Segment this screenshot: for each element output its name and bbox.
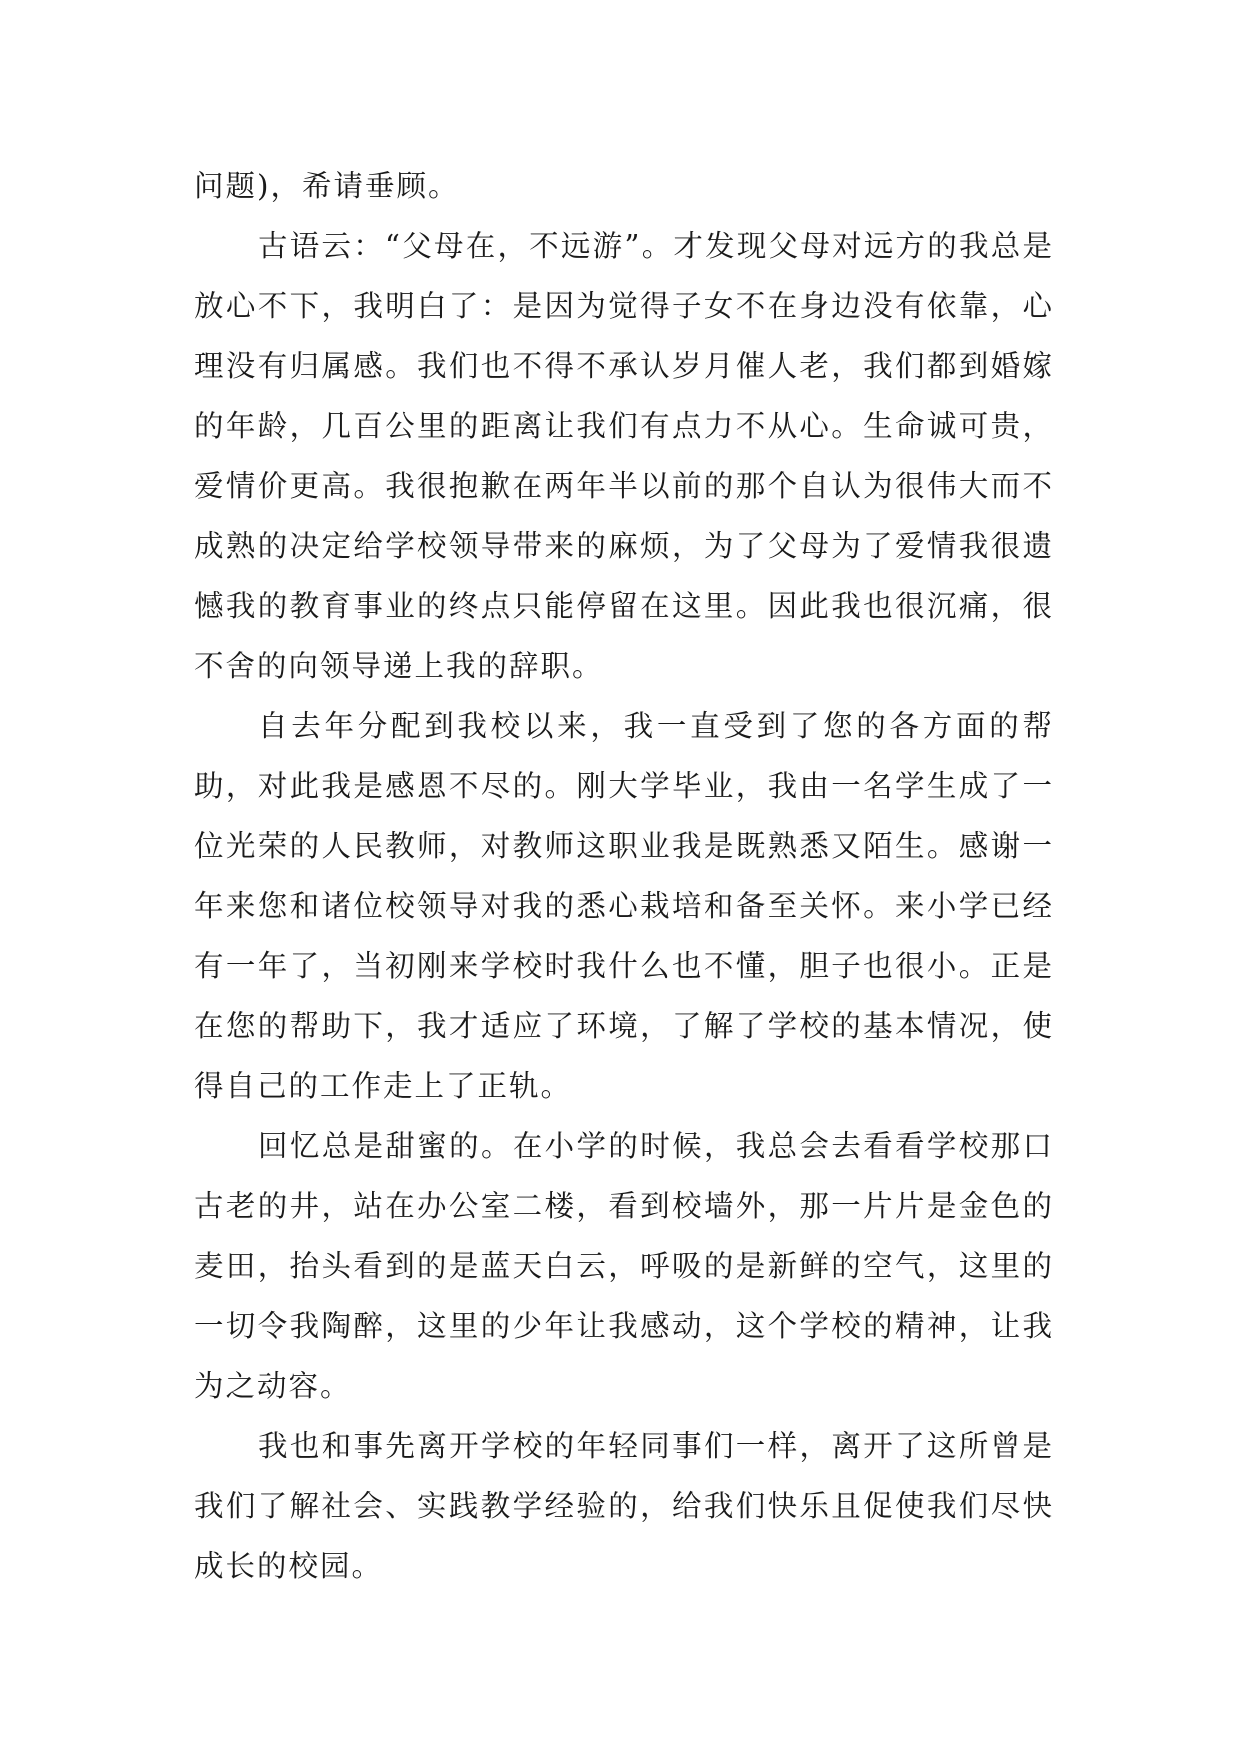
paragraph-2: 古语云：“父母在，不远游”。才发现父母对远方的我总是放心不下，我明白了：是因为觉得子女不在身边没有依靠，心理没有归属感。我们也不得不承认岁月催人老，我们都到婚嫁的年龄，几百公里的距离让我们有点力不从心。生命诚可贵，爱情价更高。我很抱歉在两年半以前的那个自认为很伟大而不成熟的决定给学校领导带来的麻烦，为了父母为了爱情我很遗憾我的教育事业的终点只能停留在这里。因此我也很沉痛，很不舍的向领导递上我的辞职。 [194,229,1054,683]
document-body [194,156,1054,1596]
paragraph-3: 自去年分配到我校以来，我一直受到了您的各方面的帮助，对此我是感恩不尽的。刚大学毕业，我由一名学生成了一位光荣的人民教师，对教师这职业我是既熟悉又陌生。感谢一年来您和诸位校领导对我的悉心栽培和备至关怀。来小学已经有一年了，当初刚来学校时我什么也不懂，胆子也很小。正是在您的帮助下，我才适应了环境，了解了学校的基本情况，使得自己的工作走上了正轨。 [194,709,1054,1103]
paragraph-4: 回忆总是甜蜜的。在小学的时候，我总会去看看学校那口古老的井，站在办公室二楼，看到校墙外，那一片片是金色的麦田，抬头看到的是蓝天白云，呼吸的是新鲜的空气，这里的一切令我陶醉，这里的少年让我感动，这个学校的精神，让我为之动容。 [194,1129,1054,1403]
paragraph-5: 我也和事先离开学校的年轻同事们一样，离开了这所曾是我们了解社会、实践教学经验的，给我们快乐且促使我们尽快成长的校园。 [194,1429,1054,1583]
paragraph-1: 问题)，希请垂顾。 [194,169,460,203]
